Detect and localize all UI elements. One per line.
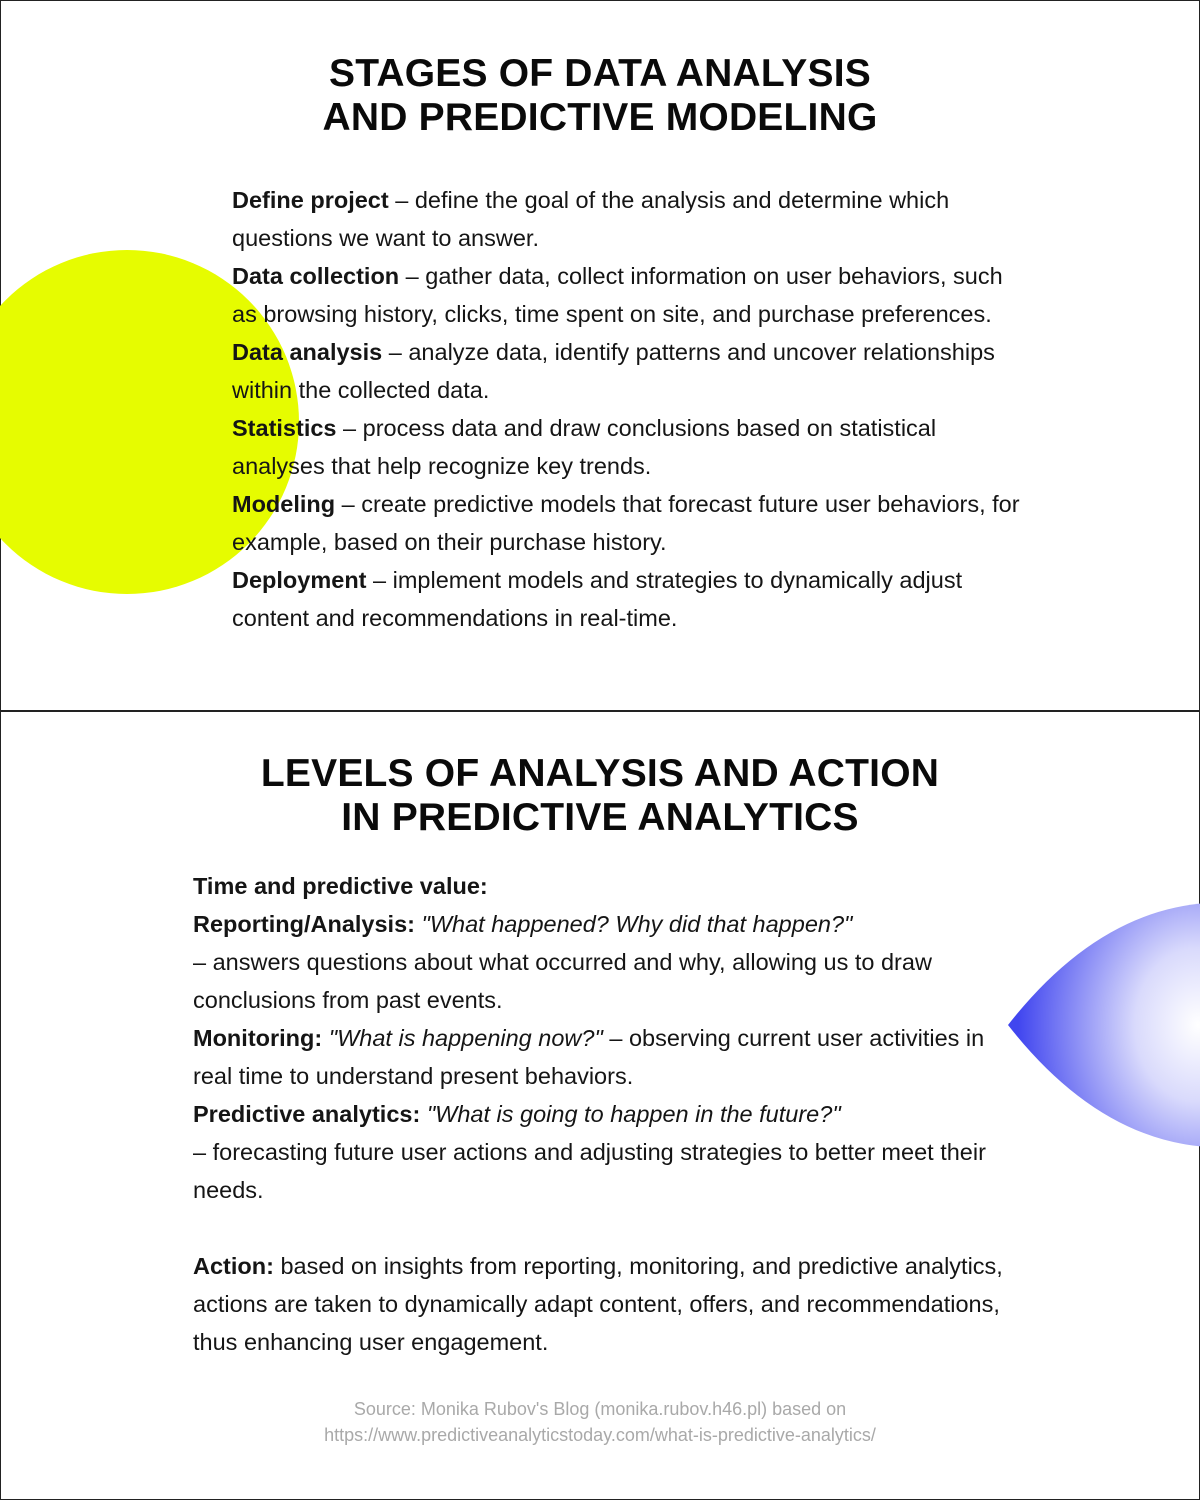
source-line1: Source: Monika Rubov's Blog (monika.rubov.h46.pl) based on	[353, 1399, 847, 1419]
stage-description: – define the goal of the analysis and determine which questions we want to answer.	[232, 187, 950, 251]
level-term: Monitoring:	[193, 1025, 323, 1051]
levels-title-line2: IN PREDICTIVE ANALYTICS	[341, 796, 859, 839]
level-quote: "What is happening now?"	[328, 1025, 603, 1051]
stage-modeling	[232, 485, 1032, 561]
level-quote: "What happened? Why did that happen?"	[421, 911, 853, 937]
level-quote: "What is going to happen in the future?"	[426, 1101, 841, 1127]
stage-data-collection	[232, 257, 1032, 333]
stages-list	[232, 181, 1032, 637]
stage-term: Data collection	[232, 263, 400, 289]
stage-description: – gather data, collect information on user behaviors, such as browsing history, clicks, time spent on site, and purchase preferences.	[232, 263, 1003, 327]
level-monitoring	[193, 1019, 1023, 1095]
level-action	[193, 1247, 1023, 1361]
level-predictive-analytics	[193, 1095, 1023, 1209]
level-term: Reporting/Analysis:	[193, 911, 415, 937]
spacer	[193, 1209, 1023, 1247]
stage-term: Deployment	[232, 567, 367, 593]
stages-title-line1: STAGES OF DATA ANALYSIS	[329, 52, 871, 95]
source-citation	[0, 1396, 1200, 1448]
stage-description: – create predictive models that forecast future user behaviors, for example, based on their purchase history.	[232, 491, 1020, 555]
levels-title-line1: LEVELS OF ANALYSIS AND ACTION	[260, 752, 940, 795]
stages-title-line2: AND PREDICTIVE MODELING	[322, 96, 878, 139]
stage-term: Modeling	[232, 491, 336, 517]
levels-list	[193, 867, 1023, 1361]
stage-description: – analyze data, identify patterns and uncover relationships within the collected data.	[232, 339, 995, 403]
section-divider	[0, 710, 1200, 712]
stage-term: Data analysis	[232, 339, 383, 365]
stage-term: Define project	[232, 187, 389, 213]
level-term: Predictive analytics:	[193, 1101, 421, 1127]
stage-description: – process data and draw conclusions based on statistical analyses that help recognize key trends.	[232, 415, 937, 479]
levels-intro: Time and predictive value:	[193, 873, 488, 899]
stage-description: – implement models and strategies to dynamically adjust content and recommendations in real-time.	[232, 567, 963, 631]
blue-lens-decoration	[1008, 900, 1200, 1150]
stage-term: Statistics	[232, 415, 337, 441]
level-reporting-analysis	[193, 905, 1023, 1019]
action-term: Action:	[193, 1253, 274, 1279]
stages-title	[0, 52, 1200, 140]
stage-deployment	[232, 561, 1032, 637]
source-line2: https://www.predictiveanalyticstoday.com/what-is-predictive-analytics/	[324, 1425, 876, 1445]
stage-define-project	[232, 181, 1032, 257]
levels-title	[0, 752, 1200, 840]
stage-statistics	[232, 409, 1032, 485]
level-description: – answers questions about what occurred and why, allowing us to draw conclusions from past events.	[193, 949, 932, 1013]
level-description: – forecasting future user actions and adjusting strategies to better meet their needs.	[193, 1139, 986, 1203]
stage-data-analysis	[232, 333, 1032, 409]
action-description: based on insights from reporting, monitoring, and predictive analytics, actions are taken to dynamically adapt content, offers, and recommendations, thus enhancing user engagement.	[193, 1253, 1003, 1355]
level-description: – observing current user activities in real time to understand present behaviors.	[193, 1025, 985, 1089]
